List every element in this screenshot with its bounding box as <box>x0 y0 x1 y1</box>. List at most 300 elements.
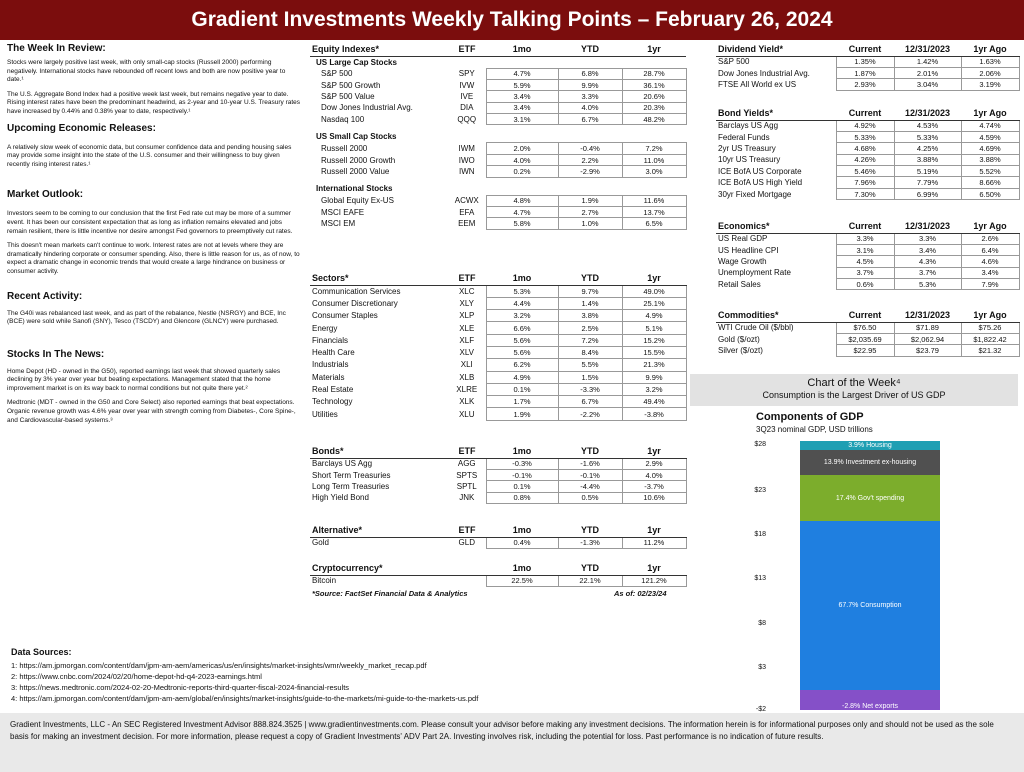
cell-value: 1.9% <box>486 408 558 420</box>
row-label: Long Term Treasuries <box>312 481 390 491</box>
cell-value: 3.0% <box>622 166 686 177</box>
table-header: ETF <box>448 43 486 56</box>
cell-value: 13.7% <box>622 207 686 218</box>
row-label: Real Estate <box>312 385 354 395</box>
row-label: Short Term Treasuries <box>312 470 391 480</box>
table-row <box>716 322 1019 333</box>
table-header: 1mo <box>486 43 558 56</box>
table-row <box>310 575 686 586</box>
chart-title: Components of GDP <box>756 411 864 423</box>
cell-value: 15.2% <box>622 334 686 346</box>
table-row <box>716 279 1019 290</box>
cell-value <box>448 575 486 586</box>
cell-value: 6.99% <box>894 188 961 199</box>
row-label: Barclays US Agg <box>312 459 373 469</box>
cell-value: 8.66% <box>961 177 1019 188</box>
data-sources <box>11 647 478 704</box>
table-row <box>310 91 686 102</box>
cell-value: XLI <box>460 360 473 370</box>
table-row <box>310 154 686 165</box>
table-header: YTD <box>558 43 622 56</box>
cell-value: IVW <box>459 80 475 90</box>
subsection-label: US Small Cap Stocks <box>316 132 397 142</box>
row-label: Dow Jones Industrial Avg. <box>321 103 413 113</box>
cell-value: $22.95 <box>836 345 894 356</box>
cell-value: XLK <box>459 397 475 407</box>
row-label: Gold ($/ozt) <box>718 334 760 344</box>
cell-value: 7.96% <box>836 177 894 188</box>
row-label: Retail Sales <box>718 279 761 289</box>
table-row <box>310 79 686 90</box>
row-label: US Headline CPI <box>718 245 779 255</box>
row-label: Russell 2000 <box>321 144 368 154</box>
gdp-bar-segment: -2.8% Net exports <box>800 690 940 710</box>
cell-value: 3.7% <box>836 267 894 278</box>
row-label: 10yr US Treasury <box>718 155 781 165</box>
table-row <box>716 267 1019 278</box>
table-row <box>310 458 686 469</box>
cell-value: 4.68% <box>836 143 894 154</box>
row-label: WTI Crude Oil ($/bbl) <box>718 323 794 333</box>
y-tick-label: $28 <box>754 441 766 448</box>
table-header: ETF <box>448 524 486 537</box>
cell-value: 1.63% <box>961 56 1019 67</box>
cell-value: 4.0% <box>622 469 686 480</box>
table-row <box>310 285 686 297</box>
cell-value: 0.4% <box>486 537 558 548</box>
cell-value: 4.0% <box>486 154 558 165</box>
chart-banner-title: Chart of the Week⁴ <box>807 377 901 389</box>
table-row <box>310 143 686 154</box>
table-row <box>716 233 1019 244</box>
table-row <box>310 207 686 218</box>
cell-value: 4.4% <box>486 297 558 309</box>
dividend-yield-table <box>716 43 1020 91</box>
cell-value: 3.3% <box>558 91 622 102</box>
cell-value: 1.9% <box>558 195 622 206</box>
disclaimer-footer: Gradient Investments, LLC - An SEC Registered Investment Advisor 888.824.3525 | www.gradientinvestments.com. Please consult your advisor before making any investment decisions. The information herein is for informational purposes only and should not be used as the sole basis for making an investment decision. For more information, please request a copy of Gradient Investments' ADV Part 2A. Investing involves risk, including the potential for loss. Past performance is no indication of future results. <box>0 713 1024 772</box>
y-tick-label: -$2 <box>755 706 766 713</box>
row-label: MSCI EM <box>321 219 356 229</box>
cell-value: 9.9% <box>622 371 686 383</box>
cell-value: 5.33% <box>894 131 961 142</box>
cell-value: 7.79% <box>894 177 961 188</box>
alternative-table <box>310 524 687 549</box>
cell-value: QQQ <box>457 114 477 124</box>
report-title: Gradient Investments Weekly Talking Points – February 26, 2024 <box>0 0 1024 40</box>
table-row <box>716 67 1019 78</box>
table-header: Alternative* <box>310 524 448 537</box>
equity-indexes-table <box>310 43 687 230</box>
table-row <box>310 102 686 113</box>
table-header: Bond Yields* <box>716 107 836 120</box>
economic-releases-text: A relatively slow week of economic data, but consumer confidence data and pending housing sales may provide some insight into the state of the U.S. consumer and their willingness to buy given recently rising interest rates.¹ <box>7 143 292 168</box>
cell-value: XLY <box>459 298 475 308</box>
cell-value: 0.8% <box>486 492 558 503</box>
cell-value: 5.33% <box>836 131 894 142</box>
cell-value: 4.3% <box>894 256 961 267</box>
table-row <box>716 177 1019 188</box>
table-header: YTD <box>558 445 622 458</box>
row-label: MSCI EAFE <box>321 207 365 217</box>
market-outlook-text: This doesn't mean markets can't continue to work. Interest rates are not at levels where they are dramatically hindering corporate or consumer spending. Also, there is little reason for us, as of now, to expect a dramatic change in economic trends that would create a large hindrance on business or consumer activity. <box>7 242 300 275</box>
cell-value: 22.1% <box>558 575 622 586</box>
row-label: Bitcoin <box>312 576 337 586</box>
table-header: Current <box>836 107 894 120</box>
cell-value: 3.7% <box>894 267 961 278</box>
chart-subtitle: 3Q23 nominal GDP, USD trillions <box>756 425 873 434</box>
row-label: Financials <box>312 335 349 345</box>
cell-value: 3.3% <box>894 233 961 244</box>
cell-value: 3.19% <box>961 79 1019 90</box>
table-header: 1yr Ago <box>961 309 1019 322</box>
table-header: ETF <box>448 445 486 458</box>
row-label: ICE BofA US High Yield <box>718 178 803 188</box>
data-sources-title: Data Sources: <box>11 647 72 657</box>
cell-value: 49.4% <box>622 396 686 408</box>
cell-value: $2,062.94 <box>894 333 961 344</box>
bond-yields-table <box>716 107 1020 200</box>
row-label: ICE BofA US Corporate <box>718 166 802 176</box>
source-item: 3: https://news.medtronic.com/2024-02-20-Medtronic-reports-third-quarter-fiscal-2024-financial-results <box>11 683 350 692</box>
cell-value: 5.3% <box>486 285 558 297</box>
sectors-table <box>310 272 687 421</box>
cell-value: 4.59% <box>961 131 1019 142</box>
row-label: Dow Jones Industrial Avg. <box>718 68 810 78</box>
cell-value: 3.1% <box>486 114 558 125</box>
economics-table <box>716 220 1020 290</box>
row-label: Nasdaq 100 <box>321 114 365 124</box>
row-label: Gold <box>312 538 329 548</box>
table-header: Dividend Yield* <box>716 43 836 56</box>
cell-value: 2.5% <box>558 322 622 334</box>
table-header: 1yr <box>622 445 686 458</box>
table-header: 1yr Ago <box>961 220 1019 233</box>
cell-value: 10.6% <box>622 492 686 503</box>
table-row <box>310 481 686 492</box>
cell-value: XLU <box>458 409 475 419</box>
cell-value: EEM <box>458 219 476 229</box>
cell-value: 6.4% <box>961 244 1019 255</box>
row-label: Energy <box>312 323 338 333</box>
cell-value: 4.9% <box>622 310 686 322</box>
cell-value: 5.1% <box>622 322 686 334</box>
cell-value: 4.53% <box>894 120 961 131</box>
table-row <box>310 297 686 309</box>
cell-value: -1.3% <box>558 537 622 548</box>
cell-value: 3.04% <box>894 79 961 90</box>
cell-value: 1.42% <box>894 56 961 67</box>
row-label: S&P 500 Value <box>321 91 375 101</box>
cell-value: -0.1% <box>558 469 622 480</box>
market-outlook-text: Investors seem to be coming to our conclusion that the first Fed rate cut may be more of a summer event. It has been our consistent expectation that as long as inflation remains elevated and jobs remain resilient, there is little incentive nor desire amongst Fed governors to preemptively cut rates. <box>7 210 293 235</box>
cell-value: IWN <box>458 166 475 176</box>
cell-value: 15.5% <box>622 346 686 358</box>
cell-value: IWO <box>458 155 475 165</box>
cell-value: 49.0% <box>622 285 686 297</box>
cell-value: 1.5% <box>558 371 622 383</box>
table-row <box>716 143 1019 154</box>
cell-value: 4.9% <box>486 371 558 383</box>
cell-value: XLP <box>459 311 475 321</box>
cell-value: $21.32 <box>961 345 1019 356</box>
cell-value: 1.0% <box>558 218 622 229</box>
table-header: 1mo <box>486 445 558 458</box>
cell-value: 6.2% <box>486 359 558 371</box>
cell-value: XLC <box>458 286 475 296</box>
table-header: 1mo <box>486 562 558 575</box>
cell-value: 3.88% <box>961 154 1019 165</box>
stocks-in-news-text: Medtronic (MDT - owned in the G50 and Core Select) also reported earnings that beat expectations. Organic revenue growth was 4.6% year over year with strength coming from Diabetes-, Core Spine-, and Cardiovascular-based systems.³ <box>7 399 296 424</box>
table-header: 1yr <box>622 43 686 56</box>
cell-value: 5.19% <box>894 166 961 177</box>
cell-value: -0.3% <box>486 458 558 469</box>
cell-value: 0.1% <box>486 481 558 492</box>
cell-value: 2.7% <box>558 207 622 218</box>
cell-value: 2.06% <box>961 67 1019 78</box>
cell-value: 4.74% <box>961 120 1019 131</box>
table-row <box>716 345 1019 356</box>
table-header: Equity Indexes* <box>310 43 448 56</box>
cell-value: 9.9% <box>558 79 622 90</box>
week-in-review-text: Stocks were largely positive last week, with only small-cap stocks (Russell 2000) performing negatively. International stocks have rebounded off recent lows and both are now positive year to date.¹ <box>7 59 286 84</box>
cell-value: $2,035.69 <box>836 333 894 344</box>
table-row <box>310 195 686 206</box>
cell-value: -0.1% <box>486 469 558 480</box>
cell-value: 4.69% <box>961 143 1019 154</box>
cell-value: -1.6% <box>558 458 622 469</box>
table-header: 1yr <box>622 272 686 285</box>
table-row <box>310 334 686 346</box>
table-row <box>310 408 686 420</box>
table-row <box>310 68 686 79</box>
table-row <box>310 396 686 408</box>
table-row <box>310 371 686 383</box>
table-row <box>716 166 1019 177</box>
cell-value: 3.4% <box>486 91 558 102</box>
table-row <box>716 188 1019 199</box>
y-tick-label: $13 <box>754 575 766 582</box>
cell-value: 2.9% <box>622 458 686 469</box>
row-label: Industrials <box>312 360 349 370</box>
subsection-label: US Large Cap Stocks <box>316 57 397 67</box>
cell-value: ACWX <box>454 196 479 206</box>
cell-value: 5.6% <box>486 334 558 346</box>
cell-value: 4.8% <box>486 195 558 206</box>
cell-value: 2.93% <box>836 79 894 90</box>
row-label: 30yr Fixed Mortgage <box>718 189 792 199</box>
cell-value: 121.2% <box>622 575 686 586</box>
cell-value: 7.30% <box>836 188 894 199</box>
commentary-column <box>7 43 303 431</box>
cell-value: SPTS <box>456 470 478 480</box>
table-header: Current <box>836 43 894 56</box>
cell-value: $23.79 <box>894 345 961 356</box>
table-header: 1mo <box>486 272 558 285</box>
row-label: Wage Growth <box>718 256 767 266</box>
cell-value: 20.3% <box>622 102 686 113</box>
commodities-table <box>716 309 1020 357</box>
cell-value: 5.8% <box>486 218 558 229</box>
table-header: Cryptocurrency* <box>310 562 448 575</box>
cell-value: 48.2% <box>622 114 686 125</box>
cell-value: 0.1% <box>486 383 558 395</box>
cell-value: 11.6% <box>622 195 686 206</box>
table-header: 1yr <box>622 524 686 537</box>
cell-value: DIA <box>460 103 474 113</box>
row-label: S&P 500 <box>321 69 353 79</box>
cell-value: 2.2% <box>558 154 622 165</box>
cell-value: 1.4% <box>558 297 622 309</box>
crypto-table <box>310 562 687 587</box>
table-header: YTD <box>558 524 622 537</box>
cell-value: 4.6% <box>961 256 1019 267</box>
gdp-bar-segment: 67.7% Consumption <box>800 521 940 690</box>
table-header: 1yr Ago <box>961 43 1019 56</box>
cell-value: 6.7% <box>558 396 622 408</box>
cell-value: 3.2% <box>622 383 686 395</box>
table-row <box>310 492 686 503</box>
cell-value: 0.5% <box>558 492 622 503</box>
cell-value: 5.52% <box>961 166 1019 177</box>
cell-value: 1.7% <box>486 396 558 408</box>
row-label: S&P 500 <box>718 57 750 67</box>
week-in-review-heading: The Week In Review: <box>7 43 106 54</box>
row-label: Technology <box>312 397 353 407</box>
table-row <box>716 256 1019 267</box>
cell-value: 36.1% <box>622 79 686 90</box>
table-header: 1yr <box>622 562 686 575</box>
table-header: 1mo <box>486 524 558 537</box>
cell-value: 4.5% <box>836 256 894 267</box>
source-item: 4: https://am.jpmorgan.com/content/dam/jpm-am-aem/global/en/insights/market-insights/guide-to-the-markets/mi-guide-to-the-markets-us.pdf <box>11 694 479 703</box>
table-row <box>310 359 686 371</box>
cell-value: EFA <box>459 207 475 217</box>
cell-value: 7.2% <box>558 334 622 346</box>
stocks-in-news-heading: Stocks In The News: <box>7 348 105 360</box>
cell-value: $1,822.42 <box>961 333 1019 344</box>
cell-value: 7.2% <box>622 143 686 154</box>
table-header: YTD <box>558 562 622 575</box>
cell-value: 3.4% <box>894 244 961 255</box>
table-header: 12/31/2023 <box>894 309 961 322</box>
cell-value: 3.4% <box>486 102 558 113</box>
table-row <box>716 154 1019 165</box>
cell-value: 3.1% <box>836 244 894 255</box>
y-tick-label: $23 <box>754 487 766 494</box>
table-header <box>448 562 486 575</box>
row-label: Consumer Staples <box>312 311 378 321</box>
cell-value: 6.50% <box>961 188 1019 199</box>
cell-value: 2.6% <box>961 233 1019 244</box>
cell-value: 4.7% <box>486 207 558 218</box>
source-item: 2: https://www.cnbc.com/2024/02/20/home-depot-hd-q4-2023-earnings.html <box>11 672 262 681</box>
row-label: Health Care <box>312 348 355 358</box>
table-row <box>310 537 686 548</box>
cell-value: 1.35% <box>836 56 894 67</box>
row-label: Materials <box>312 372 345 382</box>
table-header: Sectors* <box>310 272 448 285</box>
cell-value: 5.9% <box>486 79 558 90</box>
cell-value: 11.2% <box>622 537 686 548</box>
cell-value: 6.6% <box>486 322 558 334</box>
week-in-review-text: The U.S. Aggregate Bond Index had a positive week last week, but remains negative year to date. Rising interest rates have been the predominant headwind, as 2-year and 10-year U.S. Treasury rates have increased by 0.44% and 0.38% year to date, respectively.¹ <box>7 90 301 115</box>
cell-value: SPY <box>458 69 475 79</box>
table-header: ETF <box>448 272 486 285</box>
cell-value: $75.26 <box>961 322 1019 333</box>
table-row <box>310 383 686 395</box>
cell-value: 4.26% <box>836 154 894 165</box>
economic-releases-heading: Upcoming Economic Releases: <box>7 122 156 134</box>
subsection-label: International Stocks <box>316 184 393 194</box>
table-header: Commodities* <box>716 309 836 322</box>
recent-activity-heading: Recent Activity: <box>7 290 83 302</box>
table-row <box>310 310 686 322</box>
cell-value: -2.2% <box>558 408 622 420</box>
cell-value: XLV <box>459 348 475 358</box>
cell-value: 3.2% <box>486 310 558 322</box>
cell-value: 3.88% <box>894 154 961 165</box>
cell-value: XLRE <box>456 385 478 395</box>
table-row <box>716 131 1019 142</box>
gdp-bar-segment: 17.4% Gov't spending <box>800 475 940 521</box>
cell-value: 25.1% <box>622 297 686 309</box>
cell-value: 5.3% <box>894 279 961 290</box>
cell-value: SPTL <box>456 481 477 491</box>
row-label: Utilities <box>312 409 338 419</box>
cell-value: 11.0% <box>622 154 686 165</box>
cell-value: 1.87% <box>836 67 894 78</box>
cell-value: 21.3% <box>622 359 686 371</box>
table-header: Economics* <box>716 220 836 233</box>
table-row <box>716 56 1019 67</box>
row-label: Global Equity Ex-US <box>321 196 394 206</box>
table-row <box>716 120 1019 131</box>
cell-value: XLB <box>459 372 475 382</box>
cell-value: 22.5% <box>486 575 558 586</box>
cell-value: $71.89 <box>894 322 961 333</box>
cell-value: -2.9% <box>558 166 622 177</box>
row-label: Barclays US Agg <box>718 121 779 131</box>
row-label: Federal Funds <box>718 132 770 142</box>
stocks-in-news-text: Home Depot (HD - owned in the G50), reported earnings last week that showed quarterly sales declining by 3% year over year but beating expectations. Management stated that the home improvement market is on its way back to normal conditions but not quite there yet.² <box>7 367 281 392</box>
table-row <box>716 79 1019 90</box>
table-header: 1yr Ago <box>961 107 1019 120</box>
cell-value: 0.6% <box>836 279 894 290</box>
table-header: Current <box>836 309 894 322</box>
gdp-bar-segment: 3.9% Housing <box>800 441 940 450</box>
table-header: Bonds* <box>310 445 448 458</box>
cell-value: -4.4% <box>558 481 622 492</box>
table-row <box>310 469 686 480</box>
cell-value: 4.0% <box>558 102 622 113</box>
cell-value: -3.7% <box>622 481 686 492</box>
table-header: 12/31/2023 <box>894 43 961 56</box>
table-row <box>310 218 686 229</box>
table-row <box>310 166 686 177</box>
row-label: Consumer Discretionary <box>312 298 398 308</box>
row-label: 2yr US Treasury <box>718 143 776 153</box>
chart-banner-subtitle: Consumption is the Largest Driver of US GDP <box>762 390 946 400</box>
chart-of-week-banner <box>690 374 1018 406</box>
cell-value: 6.5% <box>622 218 686 229</box>
as-of-date: As of: 02/23/24 <box>614 589 667 598</box>
cell-value: XLF <box>459 335 475 345</box>
source-item: 1: https://am.jpmorgan.com/content/dam/jpm-am-aem/americas/us/en/insights/market-insights/wmr/weekly_market_recap.pdf <box>11 661 427 670</box>
cell-value: XLE <box>459 323 475 333</box>
cell-value: -0.4% <box>558 143 622 154</box>
cell-value: AGG <box>457 459 476 469</box>
